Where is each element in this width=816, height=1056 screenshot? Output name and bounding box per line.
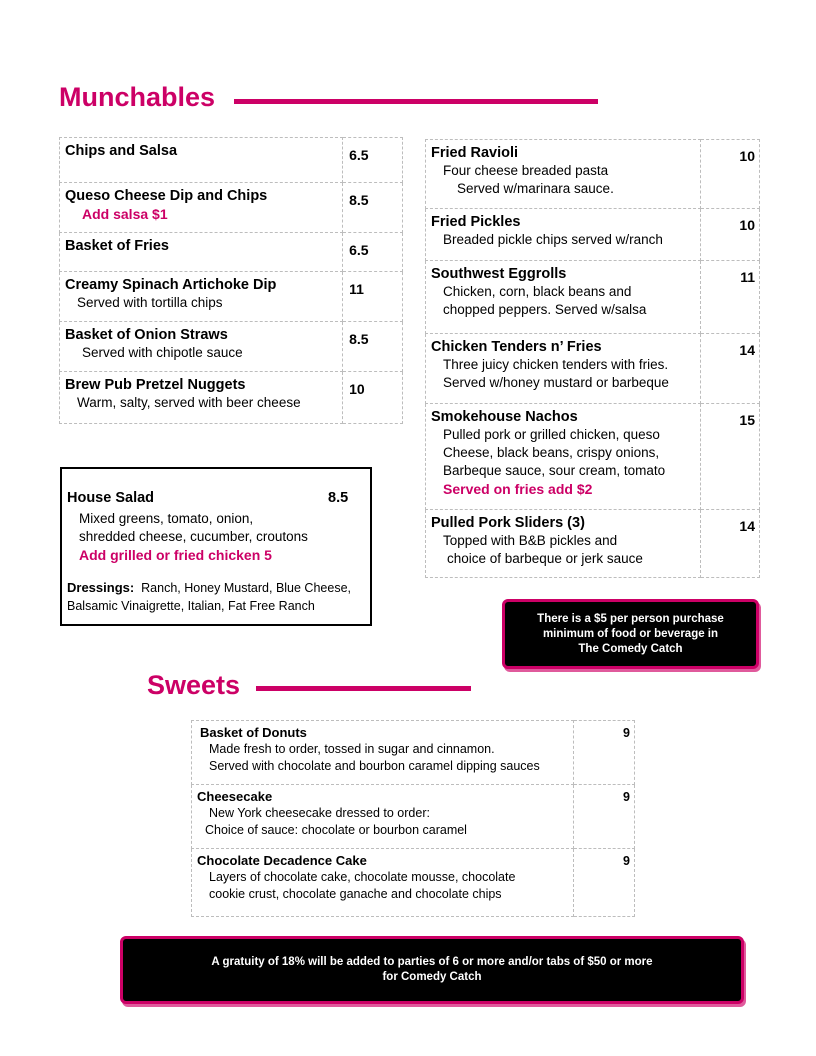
menu-item	[426, 510, 760, 578]
item-name: Chips and Salsa	[65, 143, 178, 159]
sweets-rule	[256, 686, 471, 691]
item-desc: Served w/honey mustard or barbeque	[443, 375, 669, 390]
item-name: Basket of Fries	[65, 238, 169, 254]
minimum-purchase-notice	[502, 599, 759, 669]
item-addon: Add salsa $1	[82, 206, 168, 222]
menu-item	[426, 140, 760, 209]
item-price: 9	[574, 849, 635, 917]
item-price: 11	[343, 272, 403, 322]
item-desc: Breaded pickle chips served w/ranch	[443, 232, 663, 247]
item-desc: New York cheesecake dressed to order:	[209, 806, 430, 820]
salad-addon: Add grilled or fried chicken 5	[79, 547, 272, 563]
item-desc: Layers of chocolate cake, chocolate mousse, chocolate	[209, 870, 516, 884]
item-desc: Cheese, black beans, crispy onions,	[443, 445, 660, 460]
item-name: Basket of Donuts	[200, 725, 307, 740]
house-salad-box	[60, 467, 372, 626]
item-name: Basket of Onion Straws	[65, 327, 228, 343]
sweets-table	[191, 720, 635, 917]
notice-line: A gratuity of 18% will be added to parties of 6 or more and/or tabs of $50 or more	[211, 956, 653, 968]
menu-item	[426, 209, 760, 261]
item-price: 10	[701, 209, 760, 261]
notice-line: for Comedy Catch	[382, 971, 482, 983]
item-price: 9	[574, 785, 635, 849]
salad-price: 8.5	[328, 490, 349, 506]
item-price: 14	[701, 510, 760, 578]
item-desc: Choice of sauce: chocolate or bourbon caramel	[205, 823, 467, 837]
menu-item	[60, 372, 403, 424]
item-price: 8.5	[343, 322, 403, 372]
item-name: Cheesecake	[197, 789, 273, 804]
menu-item	[60, 183, 403, 233]
item-price: 14	[701, 334, 760, 404]
munchables-rule	[234, 99, 598, 104]
menu-item	[426, 404, 760, 510]
menu-item	[192, 785, 635, 849]
item-price: 10	[701, 140, 760, 209]
item-name: Brew Pub Pretzel Nuggets	[65, 377, 246, 393]
item-desc: Served with chipotle sauce	[82, 345, 243, 360]
item-desc: chopped peppers. Served w/salsa	[443, 302, 647, 317]
salad-name: House Salad	[67, 490, 155, 506]
sweets-heading: Sweets	[147, 670, 241, 700]
item-name: Smokehouse Nachos	[431, 409, 578, 425]
notice-line: There is a $5 per person purchase	[537, 612, 724, 625]
menu-item	[60, 272, 403, 322]
item-desc: Topped with B&B pickles and	[443, 533, 618, 548]
item-price: 9	[574, 721, 635, 785]
item-desc: Made fresh to order, tossed in sugar and cinnamon.	[209, 742, 495, 756]
item-price: 11	[701, 261, 760, 334]
salad-desc	[79, 510, 308, 546]
munchables-heading: Munchables	[59, 82, 216, 112]
gratuity-notice	[120, 936, 744, 1004]
salad-desc-line: shredded cheese, cucumber, croutons	[79, 529, 308, 544]
item-name: Pulled Pork Sliders (3)	[431, 515, 585, 531]
menu-item	[192, 721, 635, 785]
item-name: Queso Cheese Dip and Chips	[65, 188, 268, 204]
item-desc: Barbeque sauce, sour cream, tomato	[443, 463, 666, 478]
item-name: Southwest Eggrolls	[431, 266, 567, 282]
munchables-left-table	[59, 137, 403, 424]
item-price: 6.5	[343, 233, 403, 272]
item-desc: Pulled pork or grilled chicken, queso	[443, 427, 660, 442]
item-name: Chocolate Decadence Cake	[197, 853, 367, 868]
item-desc: Served with tortilla chips	[77, 295, 223, 310]
item-name: Fried Pickles	[431, 214, 521, 230]
item-desc: Four cheese breaded pasta	[443, 163, 609, 178]
item-addon: Served on fries add $2	[443, 481, 593, 497]
menu-item	[60, 322, 403, 372]
item-name: Fried Ravioli	[431, 145, 519, 161]
item-name: Creamy Spinach Artichoke Dip	[65, 277, 277, 293]
menu-item	[60, 233, 403, 272]
item-desc: cookie crust, chocolate ganache and chocolate chips	[209, 887, 502, 901]
menu-item	[192, 849, 635, 917]
item-price: 15	[701, 404, 760, 510]
notice-line: The Comedy Catch	[578, 642, 683, 655]
item-desc: Three juicy chicken tenders with fries.	[443, 357, 669, 372]
item-name: Chicken Tenders n’ Fries	[431, 339, 602, 355]
dressings-list: Ranch, Honey Mustard, Blue Cheese, Balsamic Vinaigrette, Italian, Fat Free Ranch	[67, 581, 351, 613]
menu-item	[426, 261, 760, 334]
item-desc: Served with chocolate and bourbon caramel dipping sauces	[209, 759, 540, 773]
menu-item	[426, 334, 760, 404]
dressings-label: Dressings:	[67, 580, 135, 595]
menu-item	[60, 138, 403, 183]
munchables-right-table	[425, 139, 760, 578]
item-desc: Warm, salty, served with beer cheese	[77, 395, 301, 410]
item-desc: Chicken, corn, black beans and	[443, 284, 632, 299]
item-price: 6.5	[343, 138, 403, 183]
dressings	[67, 579, 367, 615]
item-desc: choice of barbeque or jerk sauce	[447, 551, 643, 566]
item-price: 10	[343, 372, 403, 424]
salad-desc-line: Mixed greens, tomato, onion,	[79, 511, 254, 526]
item-desc: Served w/marinara sauce.	[457, 181, 614, 196]
notice-line: minimum of food or beverage in	[542, 627, 719, 640]
item-price: 8.5	[343, 183, 403, 233]
